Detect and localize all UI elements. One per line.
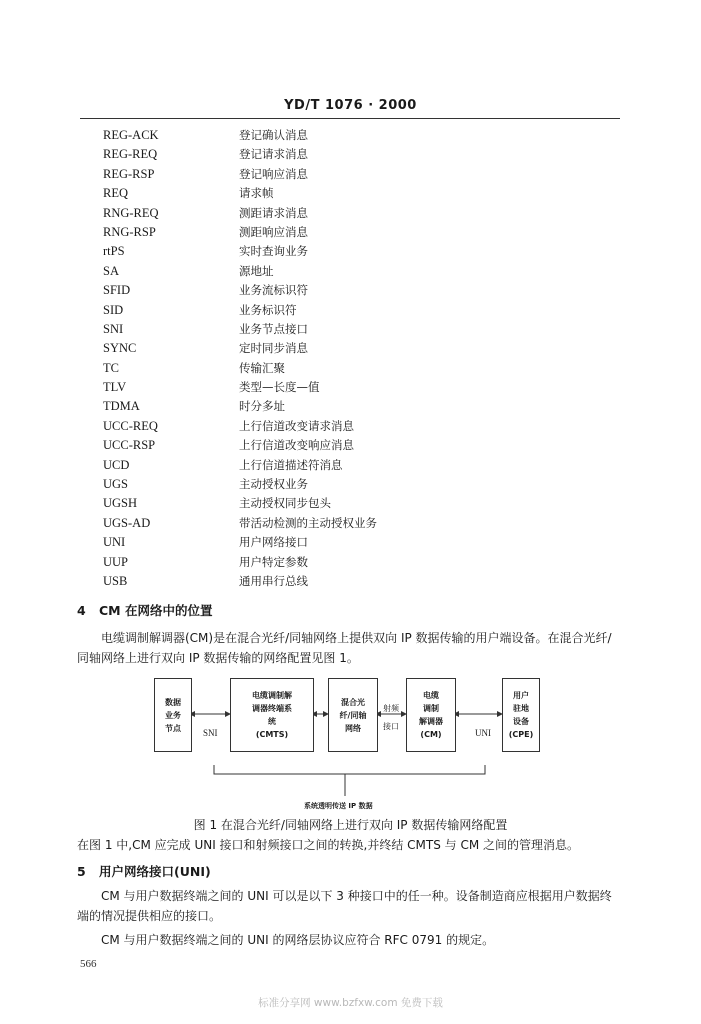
abbreviation-row — [103, 184, 583, 203]
abbreviation-row — [103, 301, 583, 320]
abbreviation-row — [103, 514, 583, 533]
abbreviation-row — [103, 359, 583, 378]
after-figure-paragraph: 在图 1 中,CM 应完成 UNI 接口和射频接口之间的转换,并终结 CMTS 与 CM 之间的管理消息。 — [77, 838, 580, 852]
page-header: YD/T 1076 · 2000 — [284, 98, 417, 113]
abbreviation-term: REG-RSP — [103, 166, 155, 181]
abbreviation-row — [103, 553, 583, 572]
abbreviation-list — [103, 126, 583, 591]
abbreviation-definition: 测距请求消息 — [239, 205, 308, 220]
abbreviation-term: TDMA — [103, 399, 140, 414]
abbreviation-term: UNI — [103, 535, 126, 550]
system-bracket — [214, 765, 485, 774]
label-sni: SNI — [203, 728, 218, 738]
abbreviation-term: UGSH — [103, 496, 138, 511]
box-cmts — [230, 678, 314, 752]
watermark: 标准分享网 www.bzfxw.com 免费下载 — [258, 997, 443, 1009]
abbreviation-definition: 业务标识符 — [239, 302, 297, 317]
abbreviation-row — [103, 436, 583, 455]
abbreviation-term: REG-REQ — [103, 147, 158, 162]
box-label: 数据 业务 节点 — [165, 697, 181, 733]
abbreviation-row — [103, 320, 583, 339]
abbreviation-definition: 登记确认消息 — [239, 128, 308, 142]
abbreviation-row — [103, 339, 583, 358]
abbreviation-row — [103, 204, 583, 223]
abbreviation-definition: 登记请求消息 — [239, 147, 308, 162]
abbreviation-row — [103, 262, 583, 281]
abbreviation-row — [103, 242, 583, 261]
abbreviation-term: UCD — [103, 457, 130, 472]
abbreviation-row — [103, 223, 583, 242]
abbreviation-row — [103, 456, 583, 475]
section-5-heading — [77, 862, 211, 880]
section-4-heading — [77, 601, 212, 619]
abbreviation-definition: 业务流标识符 — [239, 283, 308, 298]
box-cpe — [502, 678, 540, 752]
abbreviation-row — [103, 475, 583, 494]
box-hfc-network — [328, 678, 378, 752]
abbreviation-definition: 用户特定参数 — [239, 554, 308, 569]
abbreviation-row — [103, 397, 583, 416]
abbreviation-term: UUP — [103, 554, 129, 569]
abbreviation-term: RNG-REQ — [103, 205, 159, 220]
box-label: 电缆调制解 调器终端系 统 (CMTS) — [252, 691, 292, 739]
abbreviation-term: TC — [103, 360, 119, 375]
abbreviation-definition: 测距响应消息 — [239, 224, 308, 239]
abbreviation-term: SFID — [103, 283, 131, 298]
abbreviation-row — [103, 533, 583, 552]
abbreviation-row — [103, 494, 583, 513]
abbreviation-definition: 带活动检测的主动授权业务 — [239, 515, 377, 530]
box-label: 混合光 纤/同轴 网络 — [339, 697, 367, 733]
abbreviation-definition: 请求帧 — [239, 186, 274, 201]
box-data-service-node — [154, 678, 192, 752]
page-number: 566 — [80, 958, 97, 970]
abbreviation-term: SA — [103, 263, 119, 278]
section-5-paragraph-2: CM 与用户数据终端之间的 UNI 的网络层协议应符合 RFC 0791 的规定。 — [101, 933, 495, 947]
abbreviation-term: SNI — [103, 321, 124, 336]
abbreviation-row — [103, 572, 583, 591]
abbreviation-term: UGS-AD — [103, 515, 151, 530]
abbreviation-term: REG-ACK — [103, 128, 159, 142]
abbreviation-row — [103, 417, 583, 436]
section-number: 5 — [77, 864, 86, 879]
abbreviation-definition: 业务节点接口 — [239, 321, 308, 336]
label-uni: UNI — [475, 728, 491, 738]
abbreviation-definition: 时分多址 — [239, 399, 285, 414]
abbreviation-row — [103, 281, 583, 300]
label-rf-interface: 射频 接口 — [383, 704, 399, 731]
network-diagram — [150, 672, 600, 822]
abbreviation-row — [103, 378, 583, 397]
abbreviation-term: TLV — [103, 380, 127, 395]
abbreviation-term: REQ — [103, 186, 128, 201]
abbreviation-definition: 定时同步消息 — [239, 341, 308, 356]
abbreviation-term: rtPS — [103, 244, 125, 259]
section-title: CM 在网络中的位置 — [99, 603, 213, 618]
abbreviation-term: UCC-REQ — [103, 418, 158, 433]
abbreviation-term: USB — [103, 573, 128, 588]
abbreviation-row — [103, 126, 583, 145]
abbreviation-row — [103, 145, 583, 164]
abbreviation-term: UCC-RSP — [103, 438, 156, 453]
abbreviation-term: RNG-RSP — [103, 224, 156, 239]
abbreviation-definition: 类型—长度—值 — [239, 380, 320, 395]
abbreviation-definition: 上行信道描述符消息 — [239, 457, 343, 472]
abbreviation-term: SYNC — [103, 341, 137, 356]
abbreviation-definition: 实时查询业务 — [239, 244, 308, 259]
abbreviation-term: SID — [103, 302, 124, 317]
abbreviation-term: UGS — [103, 477, 129, 492]
section-4-paragraph: 电缆调制解调器(CM)是在混合光纤/同轴网络上提供双向 IP 数据传输的用户端设备。在混合光纤/同轴网络上进行双向 IP 数据传输的网络配置见图 1。 — [77, 631, 612, 665]
box-label: 用户 驻地 设备 (CPE) — [508, 691, 534, 739]
abbreviation-definition: 传输汇聚 — [239, 360, 285, 375]
figure-caption: 图 1 在混合光纤/同轴网络上进行双向 IP 数据传输网络配置 — [193, 818, 508, 832]
abbreviation-definition: 主动授权同步包头 — [239, 496, 331, 511]
abbreviation-definition: 用户网络接口 — [239, 535, 308, 550]
abbreviation-definition: 上行信道改变响应消息 — [239, 438, 354, 453]
section-title: 用户网络接口(UNI) — [99, 864, 211, 879]
box-cable-modem — [406, 678, 456, 752]
abbreviation-definition: 登记响应消息 — [239, 166, 308, 181]
section-5-paragraph-1: CM 与用户数据终端之间的 UNI 可以是以下 3 种接口中的任一种。设备制造商应根据用户数据终端的情况提供相应的接口。 — [77, 889, 612, 923]
abbreviation-definition: 主动授权业务 — [239, 477, 308, 492]
abbreviation-definition: 通用串行总线 — [239, 573, 308, 588]
abbreviation-definition: 上行信道改变请求消息 — [239, 418, 354, 433]
label-transparent-ip: 系统透明传送 IP 数据 — [304, 802, 373, 810]
header-rule — [80, 118, 620, 119]
box-label: 电缆 调制 解调器 (CM) — [419, 691, 443, 739]
abbreviation-definition: 源地址 — [239, 263, 274, 278]
section-number: 4 — [77, 603, 86, 618]
abbreviation-row — [103, 165, 583, 184]
